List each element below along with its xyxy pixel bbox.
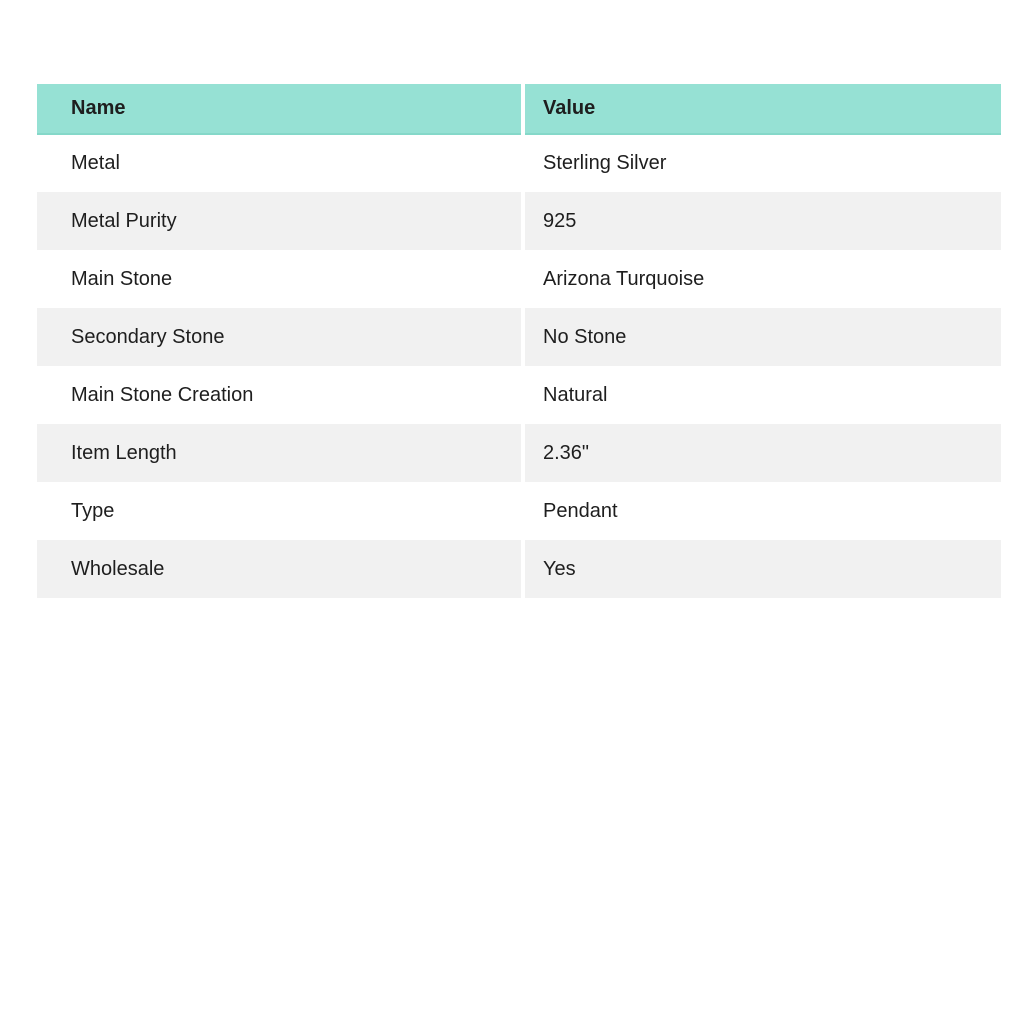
spec-value-cell: Sterling Silver xyxy=(523,134,1001,192)
table-body xyxy=(37,134,1001,598)
table-row xyxy=(37,250,1001,308)
item-specifics-table xyxy=(37,84,1001,598)
spec-value-cell: 2.36" xyxy=(523,424,1001,482)
spec-name-cell: Wholesale xyxy=(37,540,523,598)
table-row xyxy=(37,192,1001,250)
spec-value-cell: Natural xyxy=(523,366,1001,424)
table-row xyxy=(37,308,1001,366)
table-row xyxy=(37,540,1001,598)
table-row xyxy=(37,424,1001,482)
column-header-name: Name xyxy=(37,84,523,134)
spec-name-cell: Main Stone xyxy=(37,250,523,308)
spec-value-cell: Yes xyxy=(523,540,1001,598)
table-row xyxy=(37,482,1001,540)
table-row xyxy=(37,134,1001,192)
spec-value-cell: Arizona Turquoise xyxy=(523,250,1001,308)
table-header-row xyxy=(37,84,1001,134)
spec-name-cell: Metal xyxy=(37,134,523,192)
spec-name-cell: Main Stone Creation xyxy=(37,366,523,424)
spec-name-cell: Item Length xyxy=(37,424,523,482)
spec-value-cell: Pendant xyxy=(523,482,1001,540)
spec-name-cell: Metal Purity xyxy=(37,192,523,250)
spec-name-cell: Secondary Stone xyxy=(37,308,523,366)
table-header xyxy=(37,84,1001,134)
table-row xyxy=(37,366,1001,424)
column-header-value: Value xyxy=(523,84,1001,134)
spec-name-cell: Type xyxy=(37,482,523,540)
spec-value-cell: No Stone xyxy=(523,308,1001,366)
spec-value-cell: 925 xyxy=(523,192,1001,250)
